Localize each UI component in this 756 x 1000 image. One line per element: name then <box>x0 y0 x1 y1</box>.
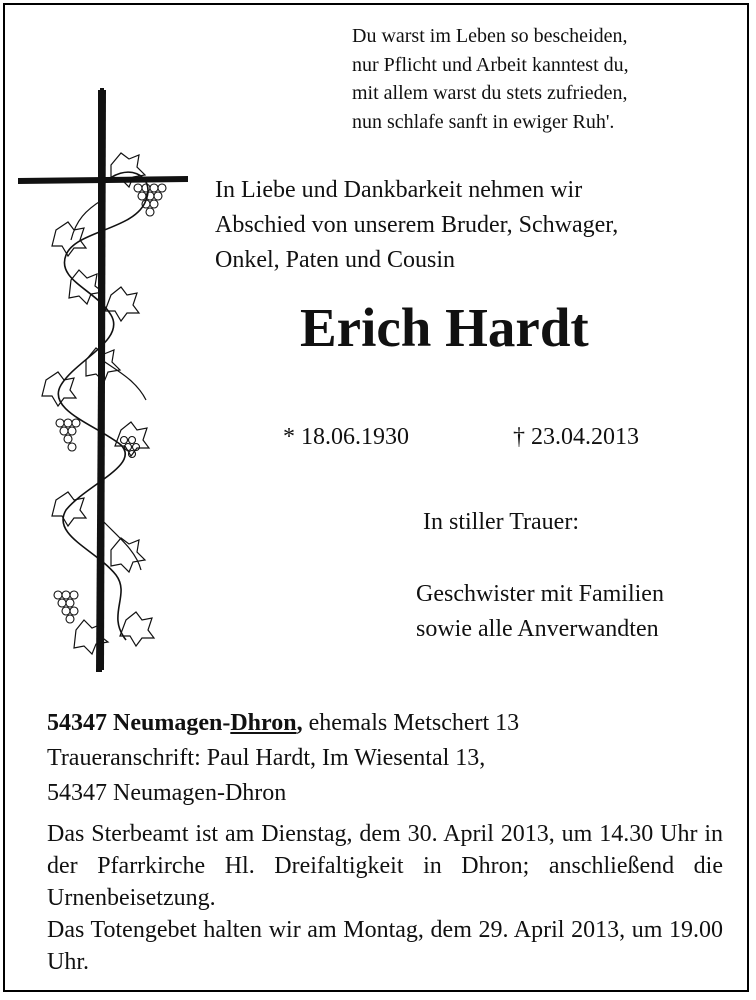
prayer-service-text: Das Totengebet halten wir am Montag, dem 29. April 2013, um 19.00 Uhr. <box>47 917 723 975</box>
mourners-line: sowie alle Anverwandten <box>416 616 659 642</box>
poem-verse <box>352 22 629 136</box>
poem-line: nur Pflicht und Arbeit kanntest du, <box>352 53 629 76</box>
service-info <box>47 818 723 978</box>
address-line-3: 54347 Neumagen-Dhron <box>47 780 287 806</box>
town-district: Dhron <box>230 710 297 736</box>
death-date: † 23.04.2013 <box>513 424 639 450</box>
mourners-list <box>416 577 664 647</box>
postcode-town: 54347 Neumagen- <box>47 710 231 736</box>
mourning-label: In stiller Trauer: <box>423 509 579 535</box>
intro-text <box>215 173 618 278</box>
poem-line: mit allem warst du stets zufrieden, <box>352 82 628 104</box>
cross-with-grapevine-icon <box>16 80 196 680</box>
address-line-1 <box>47 706 519 741</box>
birth-date: * 18.06.1930 <box>283 424 409 450</box>
poem-line: Du warst im Leben so bescheiden, <box>352 25 628 47</box>
former-address: ehemals Metschert 13 <box>302 710 520 736</box>
address-line-2: Traueranschrift: Paul Hardt, Im Wiesental 13, <box>47 745 486 771</box>
intro-line: In Liebe und Dankbarkeit nehmen wir <box>215 177 583 203</box>
mourners-line: Geschwister mit Familien <box>416 581 664 607</box>
intro-line: Abschied von unserem Bruder, Schwager, <box>215 212 619 238</box>
funeral-mass-text: Das Sterbeamt ist am Dienstag, dem 30. April 2013, um 14.30 Uhr in der Pfarrkirche Hl. Dreifaltigkeit in Dhron; anschließend die Urnenbeisetzung. <box>47 821 723 911</box>
intro-line: Onkel, Paten und Cousin <box>215 247 455 273</box>
address-block <box>47 706 519 811</box>
poem-line: nun schlafe sanft in ewiger Ruh'. <box>352 110 615 133</box>
deceased-name: Erich Hardt <box>300 297 589 358</box>
address-comma: , <box>296 710 303 736</box>
